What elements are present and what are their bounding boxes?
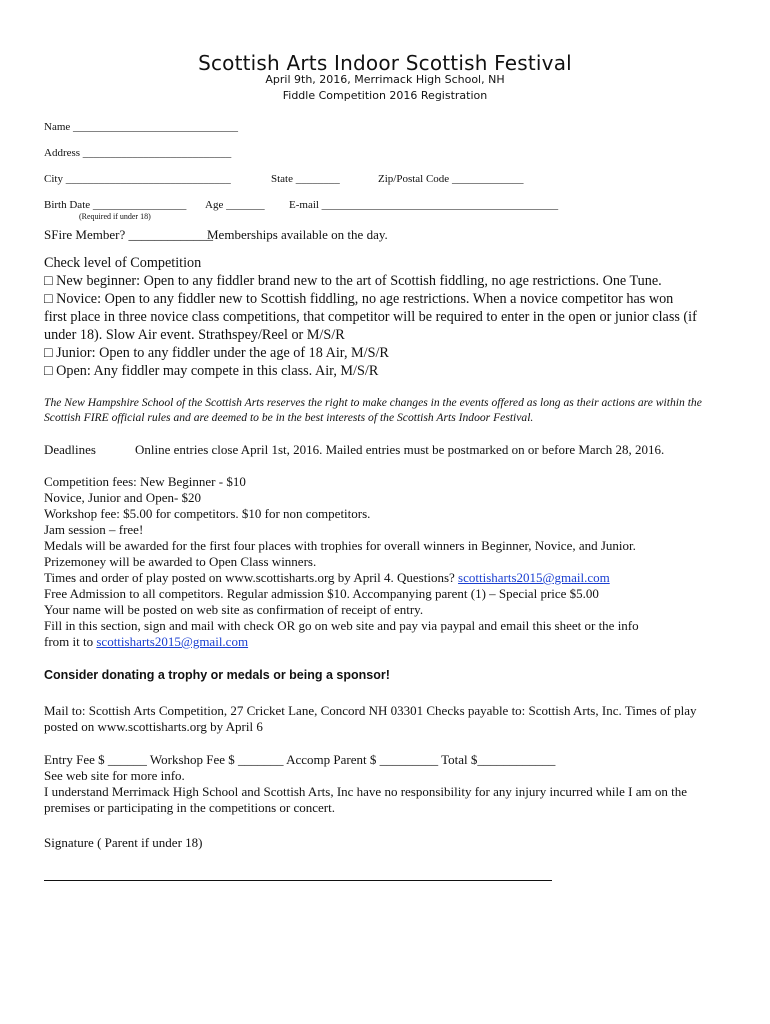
fees-line <box>44 634 248 650</box>
entry-fee-line[interactable]: Entry Fee $ ______ Workshop Fee $ _______ Accomp Parent $ _________ Total $____________ <box>44 752 556 767</box>
sponsor-callout: Consider donating a trophy or medals or being a sponsor! <box>44 668 390 682</box>
mail-line: Mail to: Scottish Arts Competition, 27 Cricket Lane, Concord NH 03301 Checks payable to: Scottish Arts, Inc. Times of play <box>44 703 697 718</box>
fees-line: Your name will be posted on web site as confirmation of receipt of entry. <box>44 602 424 617</box>
website-note: See web site for more info. <box>44 768 185 783</box>
required-note: (Required if under 18) <box>79 212 151 221</box>
notice-line: The New Hampshire School of the Scottish Arts reserves the right to make changes in the events offered as long as their actions are within the <box>44 396 702 409</box>
level-novice-cont2: under 18). Slow Air event. Strathspey/Reel or M/S/R <box>44 327 345 343</box>
liability-line: premises or participating in the competitions or concert. <box>44 800 335 815</box>
event-date-location: April 9th, 2016, Merrimack High School, NH <box>265 73 505 86</box>
birth-date-field[interactable]: Birth Date _________________ <box>44 199 187 211</box>
liability-line: I understand Merrimack High School and Scottish Arts, Inc have no responsibility for any injury incurred while I am on the <box>44 784 687 799</box>
age-field[interactable]: Age _______ <box>205 199 265 211</box>
name-field[interactable]: Name ______________________________ <box>44 121 239 133</box>
fees-line-text: from it to <box>44 634 97 649</box>
fees-line: Novice, Junior and Open- $20 <box>44 490 202 505</box>
sfire-member-field[interactable]: SFire Member? _____________ <box>44 227 213 242</box>
fees-line: Competition fees: New Beginner - $10 <box>44 474 246 489</box>
notice-line: Scottish FIRE official rules and are deemed to be in the best interests of the Scottish Arts Indoor Festival. <box>44 411 534 424</box>
fees-line <box>44 570 610 586</box>
deadlines-label: Deadlines <box>44 442 96 457</box>
page-title: Scottish Arts Indoor Scottish Festival <box>198 51 572 75</box>
registration-subtitle: Fiddle Competition 2016 Registration <box>282 89 488 102</box>
level-open[interactable]: □ Open: Any fiddler may compete in this class. Air, M/S/R <box>44 363 379 379</box>
mail-line: posted on www.scottisharts.org by April 6 <box>44 719 263 734</box>
fees-line: Workshop fee: $5.00 for competitors. $10 for non competitors. <box>44 506 371 521</box>
fees-line: Free Admission to all competitors. Regular admission $10. Accompanying parent (1) – Special price $5.00 <box>44 586 599 601</box>
level-novice[interactable]: □ Novice: Open to any fiddler new to Scottish fiddling, no age restrictions. When a novice competitor has won <box>44 291 674 307</box>
level-new-beginner[interactable]: □ New beginner: Open to any fiddler brand new to the art of Scottish fiddling, no age restrictions. One Tune. <box>44 273 662 289</box>
zip-field[interactable]: Zip/Postal Code _____________ <box>378 173 524 185</box>
level-junior[interactable]: □ Junior: Open to any fiddler under the age of 18 Air, M/S/R <box>44 345 389 361</box>
signature-label: Signature ( Parent if under 18) <box>44 835 203 850</box>
competition-heading: Check level of Competition <box>44 255 202 271</box>
deadlines-text: Online entries close April 1st, 2016. Mailed entries must be postmarked on or before March 28, 2016. <box>135 442 665 457</box>
email-link[interactable]: scottisharts2015@gmail.com <box>458 570 610 585</box>
fees-line: Fill in this section, sign and mail with check OR go on web site and pay via paypal and email this sheet or the info <box>44 618 639 633</box>
city-field[interactable]: City ______________________________ <box>44 173 231 185</box>
address-field[interactable]: Address ___________________________ <box>44 147 232 159</box>
signature-line[interactable] <box>44 880 552 881</box>
fees-line: Jam session – free! <box>44 522 144 537</box>
email-link[interactable]: scottisharts2015@gmail.com <box>96 634 249 649</box>
level-novice-cont: first place in three novice class competitions, that competitor will be required to enter in the open or junior class (if <box>44 309 697 325</box>
memberships-note: Memberships available on the day. <box>207 227 388 242</box>
email-field[interactable]: E-mail ___________________________________________ <box>289 199 559 211</box>
state-field[interactable]: State ________ <box>271 173 340 185</box>
fees-line: Prizemoney will be awarded to Open Class winners. <box>44 554 317 569</box>
fees-line-text: Times and order of play posted on www.scottisharts.org by April 4. Questions? <box>44 570 459 585</box>
fees-line: Medals will be awarded for the first four places with trophies for overall winners in Beginner, Novice, and Junior. <box>44 538 636 553</box>
